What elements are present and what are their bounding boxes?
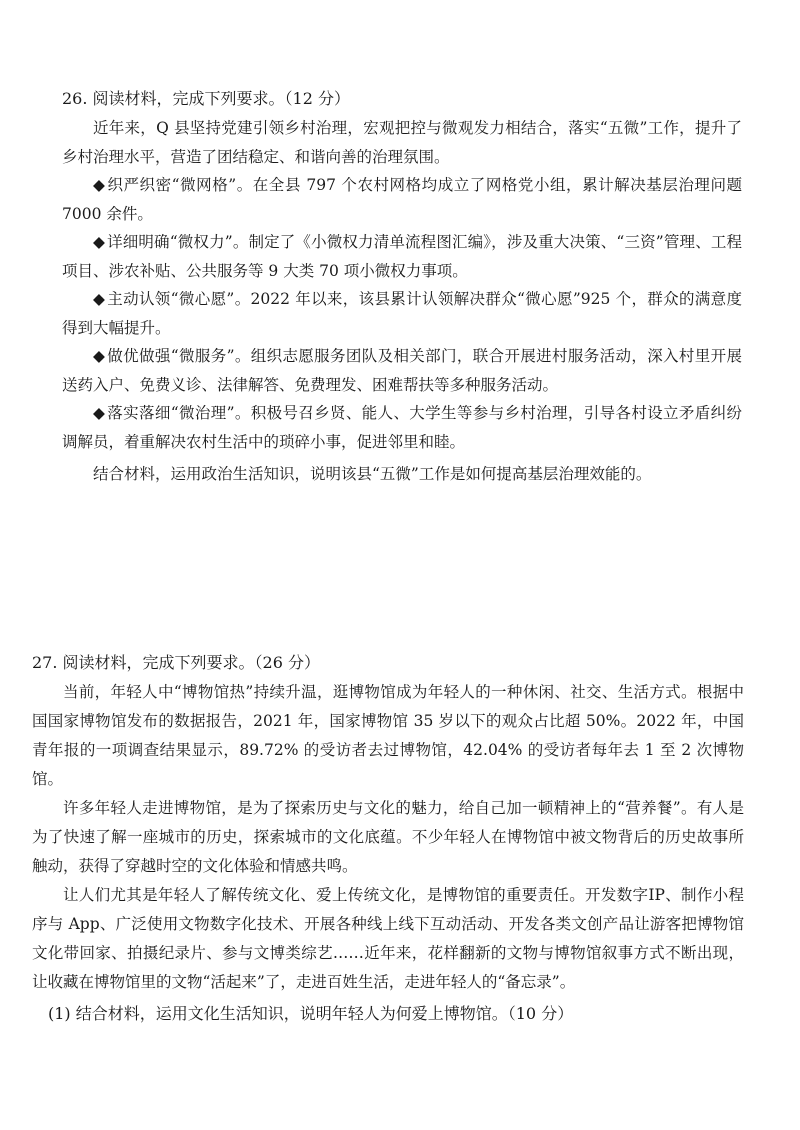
question-27-title: 27. 阅读材料，完成下列要求。（26 分） [32,653,320,672]
bullet-text: 落实落细“微治理”。积极号召乡贤、能人、大学生等参与乡村治理，引导各村设立矛盾纠纷调解员，着重解决农村生活中的琐碎小事，促进邻里和睦。 [62,404,742,451]
question-26-title: 26. 阅读材料，完成下列要求。（12 分） [62,89,350,108]
diamond-bullet-icon: ◆ [93,347,106,365]
question-26-bullet [62,285,742,342]
diamond-bullet-icon: ◆ [93,290,106,308]
question-27-paragraph: 让人们尤其是年轻人了解传统文化、爱上传统文化，是博物馆的重要责任。开发数字IP、制作小程序与 App、广泛使用文物数字化技术、开展各种线上线下互动活动、开发各类文创产品让游客把博物馆文化带回家、拍摄纪录片、参与文博类综艺……近年来，花样翻新的文物与博物馆叙事方式不断出现，让收藏在博物馆里的文物“活起来”了，走进百姓生活，走进年轻人的“备忘录”。 [32,886,744,991]
question-27-paragraph: 许多年轻人走进博物馆，是为了探索历史与文化的魅力，给自己加一顿精神上的“营养餐”。有人是为了快速了解一座城市的历史，探索城市的文化底蕴。不少年轻人在博物馆中被文物背后的历史故事所触动，获得了穿越时空的文化体验和情感共鸣。 [32,799,744,875]
question-26-intro: 近年来，Q 县坚持党建引领乡村治理，宏观把控与微观发力相结合，落实“五微”工作，提升了乡村治理水平，营造了团结稳定、和谐向善的治理氛围。 [62,119,742,166]
bullet-text: 主动认领“微心愿”。2022 年以来，该县累计认领解决群众“微心愿”925 个，群众的满意度得到大幅提升。 [62,290,742,337]
question-26-task: 结合材料，运用政治生活知识，说明该县“五微”工作是如何提高基层治理效能的。 [93,465,652,483]
diamond-bullet-icon: ◆ [93,176,106,194]
question-26-bullet [62,342,742,399]
diamond-bullet-icon: ◆ [93,233,106,251]
bullet-text: 做优做强“微服务”。组织志愿服务团队及相关部门，联合开展进村服务活动，深入村里开展送药入户、免费义诊、法律解答、免费理发、困难帮扶等多种服务活动。 [62,347,742,394]
question-27-paragraph: 当前，年轻人中“博物馆热”持续升温，逛博物馆成为年轻人的一种休闲、社交、生活方式。根据中国国家博物馆发布的数据报告，2021 年，国家博物馆 35 岁以下的观众占比超 50%。2022 年，中国青年报的一项调查结果显示，89.72% 的受访者去过博物馆，42.04% 的受访者每年去 1 至 2 次博物馆。 [32,683,744,788]
question-26-bullet [62,399,742,456]
diamond-bullet-icon: ◆ [93,404,106,422]
question-27 [32,652,744,1029]
question-27-subquestion-1: (1) 结合材料，运用文化生活知识，说明年轻人为何爱上博物馆。（10 分） [48,1004,574,1023]
question-26-bullet [62,228,742,285]
question-26 [62,88,742,489]
bullet-text: 织严织密“微网格”。在全县 797 个农村网格均成立了网格党小组，累计解决基层治理问题 7000 余件。 [62,176,742,223]
bullet-text: 详细明确“微权力”。制定了《小微权力清单流程图汇编》，涉及重大决策、“三资”管理、工程项目、涉农补贴、公共服务等 9 大类 70 项小微权力事项。 [62,233,742,280]
question-26-bullet [62,171,742,228]
